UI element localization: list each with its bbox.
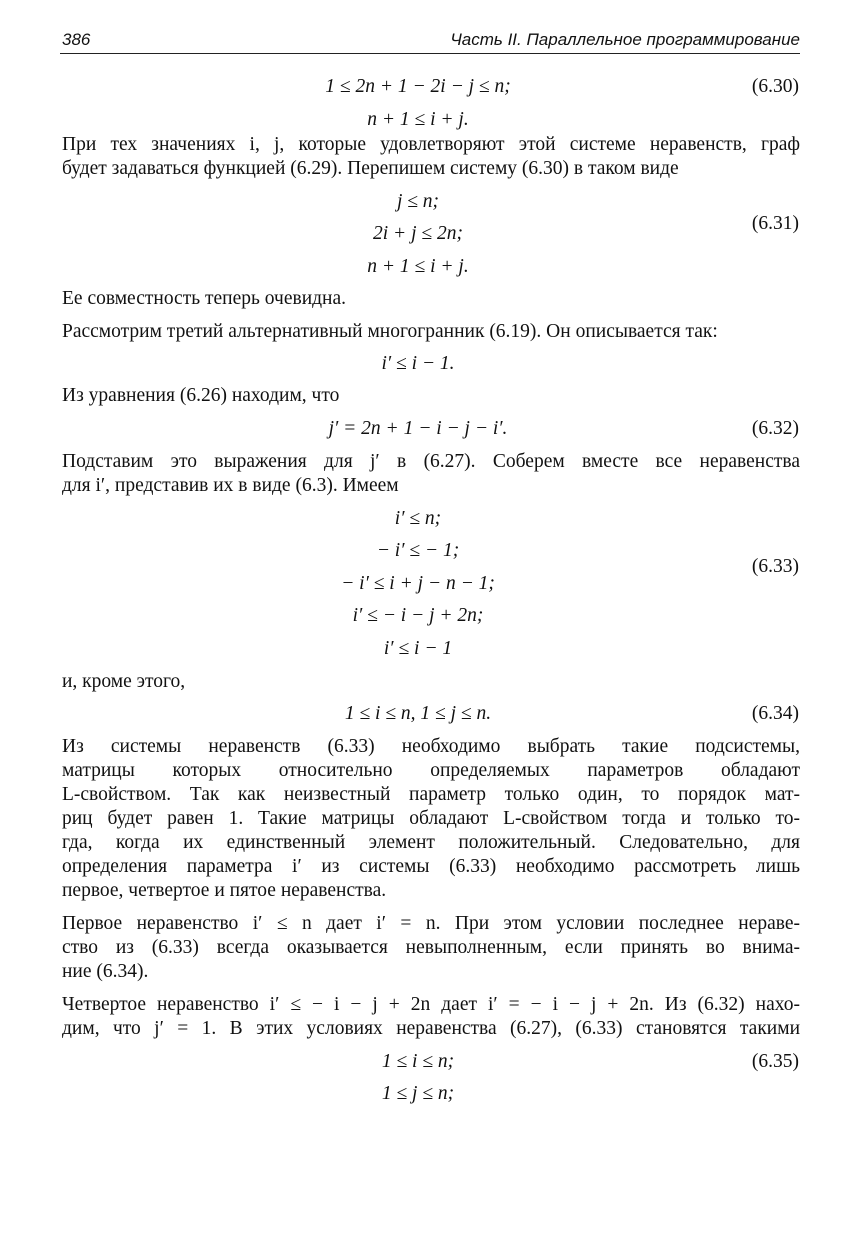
paragraph-line: Из уравнения (6.26) находим, что [62,385,340,406]
paragraph-line: ство из (6.33) всегда оказывается невыполненным, если принять во внима- [62,937,800,958]
paragraph-line: Из системы неравенств (6.33) необходимо выбрать такие подсистемы, [62,736,800,757]
running-title: Часть II. Параллельное программирование [450,30,800,49]
equation-number: (6.35) [751,1051,799,1072]
formula-line: j ≤ n; [396,191,440,212]
paragraph-line: для i′, представив их в виде (6.3). Имеем [62,475,399,496]
paragraph-line: Четвертое неравенство i′ ≤ − i − j + 2n дает i′ = − i − j + 2n. Из (6.32) нахо- [62,994,800,1015]
running-header [62,28,800,52]
formula-line: 2i + j ≤ 2n; [373,223,463,244]
paragraph-line: и, кроме этого, [62,671,186,692]
equation-number: (6.32) [751,418,799,439]
equation-number: (6.33) [751,556,799,577]
formula-line: i′ ≤ i − 1. [381,353,455,374]
paragraph-line: матрицы которых относительно определяемых параметров обладают [62,760,800,781]
formula-line: i′ ≤ − i − j + 2n; [352,605,484,626]
paragraph-line: ние (6.34). [62,961,149,982]
equation-number: (6.31) [751,213,799,234]
paragraph-line: При тех значениях i, j, которые удовлетворяют этой системе неравенств, граф [62,134,800,155]
formula-line: n + 1 ≤ i + j. [367,109,469,130]
page-number: 386 [62,30,91,49]
formula-line: i′ ≤ n; [394,508,442,529]
paragraph-line: будет задаваться функцией (6.29). Перепишем систему (6.30) в таком виде [62,158,679,179]
equation-number: (6.30) [751,76,799,97]
formula-line: n + 1 ≤ i + j. [367,256,469,277]
paragraph-line: дим, что j′ = 1. В этих условиях неравенства (6.27), (6.33) становятся такими [62,1018,800,1039]
formula-line: 1 ≤ i ≤ n, 1 ≤ j ≤ n. [344,703,492,724]
paragraph-line: риц будет равен 1. Такие матрицы обладают L-свойством тогда и только то- [62,808,800,829]
equation-number: (6.34) [751,703,799,724]
formula-line: − i′ ≤ i + j − n − 1; [341,573,495,594]
formula-line: 1 ≤ 2n + 1 − 2i − j ≤ n; [325,76,511,97]
paragraph-line: Первое неравенство i′ ≤ n дает i′ = n. При этом условии последнее нераве- [62,913,800,934]
paragraph-line: L-свойством. Так как неизвестный параметр только один, то порядок мат- [62,784,800,805]
paragraph-line: гда, когда их единственный элемент положительный. Следовательно, для [62,832,800,853]
formula-line: − i′ ≤ − 1; [376,540,460,561]
formula-line: j′ = 2n + 1 − i − j − i′. [328,418,508,439]
paragraph-line: Ее совместность теперь очевидна. [62,288,347,309]
formula-line: 1 ≤ i ≤ n; [381,1051,455,1072]
formula-line: i′ ≤ i − 1 [383,638,453,659]
formula-line: 1 ≤ j ≤ n; [381,1083,455,1104]
paragraph-line: первое, четвертое и пятое неравенства. [62,880,387,901]
paragraph-line: определения параметра i′ из системы (6.33) необходимо рассмотреть лишь [62,856,800,877]
paragraph-line: Подставим это выражения для j′ в (6.27). Соберем вместе все неравенства [62,451,800,472]
header-rule [60,53,800,54]
paragraph-line: Рассмотрим третий альтернативный многогранник (6.19). Он описывается так: [62,321,718,342]
